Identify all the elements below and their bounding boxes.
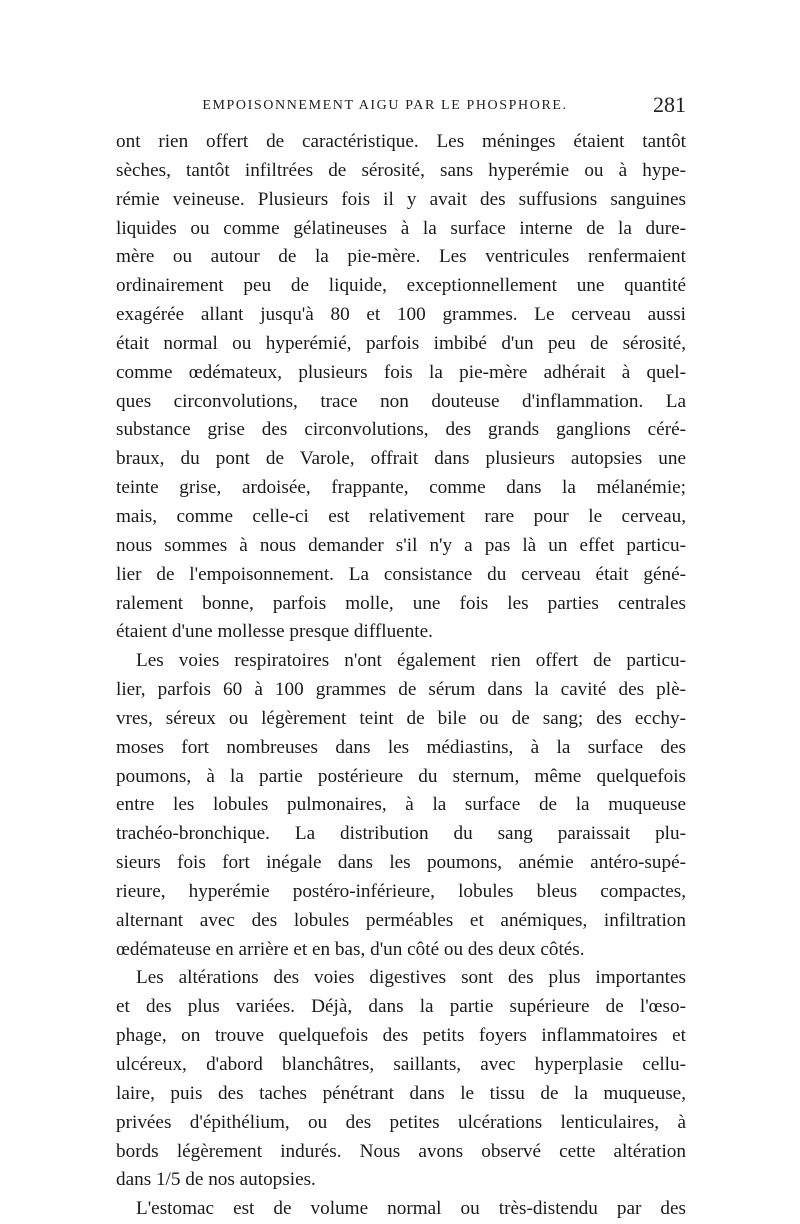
text-line: sèches, tantôt infiltrées de sérosité, sans hyperémie ou à hype- (116, 159, 686, 181)
text-line: Les altérations des voies digestives sont des plus importantes (136, 967, 686, 989)
text-line: dans 1/5 de nos autopsies. (116, 1169, 316, 1191)
text-line: liquides ou comme gélatineuses à la surface interne de la dure- (116, 217, 686, 239)
text-line: phage, on trouve quelquefois des petits foyers inflammatoires et (116, 1025, 686, 1047)
running-title: EMPOISONNEMENT AIGU PAR LE PHOSPHORE. (202, 98, 568, 113)
text-line: poumons, à la partie postérieure du sternum, même quelquefois (116, 765, 686, 787)
text-line: mère ou autour de la pie-mère. Les ventricules renfermaient (116, 246, 686, 268)
text-line: L'estomac est de volume normal ou très-distendu par des (136, 1198, 686, 1220)
text-line: privées d'épithélium, ou des petites ulcérations lenticulaires, à (116, 1111, 686, 1133)
text-line: Les voies respiratoires n'ont également rien offert de particu- (136, 650, 686, 672)
text-line: ordinairement peu de liquide, exceptionnellement une quantité (116, 275, 686, 297)
text-line: trachéo-bronchique. La distribution du sang paraissait plu- (116, 823, 686, 845)
text-line: bords légèrement indurés. Nous avons observé cette altération (116, 1140, 686, 1162)
text-line: ulcéreux, d'abord blanchâtres, saillants, avec hyperplasie cellu- (116, 1054, 686, 1075)
text-line: vres, séreux ou légèrement teint de bile ou de sang; des ecchy- (116, 707, 686, 729)
body-text (116, 128, 686, 1224)
text-line: étaient d'une mollesse presque diffluente. (116, 621, 433, 643)
text-line: alternant avec des lobules perméables et anémiques, infiltration (116, 909, 686, 931)
text-line: substance grise des circonvolutions, des grands ganglions céré- (116, 419, 686, 441)
text-line: ont rien offert de caractéristique. Les méninges étaient tantôt (116, 131, 686, 152)
page-number: 281 (653, 92, 686, 117)
text-line: lier de l'empoisonnement. La consistance du cerveau était géné- (116, 563, 686, 585)
text-line: et des plus variées. Déjà, dans la partie supérieure de l'œso- (116, 996, 686, 1018)
text-line: lier, parfois 60 à 100 grammes de sérum dans la cavité des plè- (116, 679, 686, 701)
text-line: ralement bonne, parfois molle, une fois les parties centrales (116, 592, 686, 614)
text-line: laire, puis des taches pénétrant dans le tissu de la muqueuse, (116, 1082, 686, 1104)
text-line: braux, du pont de Varole, offrait dans plusieurs autopsies une (116, 448, 686, 470)
text-line: entre les lobules pulmonaires, à la surface de la muqueuse (116, 794, 686, 816)
text-line: œdémateuse en arrière et en bas, d'un côté ou des deux côtés. (116, 938, 585, 960)
text-line: teinte grise, ardoisée, frappante, comme dans la mélanémie; (116, 477, 686, 499)
text-line: comme œdémateux, plusieurs fois la pie-mère adhérait à quel- (116, 361, 686, 383)
text-line: exagérée allant jusqu'à 80 et 100 grammes. Le cerveau aussi (116, 304, 686, 326)
text-line: rémie veineuse. Plusieurs fois il y avait des suffusions sanguines (116, 188, 686, 210)
text-line: nous sommes à nous demander s'il n'y a pas là un effet particu- (116, 534, 686, 556)
text-line: moses fort nombreuses dans les médiastins, à la surface des (116, 736, 686, 758)
text-line: mais, comme celle-ci est relativement rare pour le cerveau, (116, 505, 686, 527)
running-head (116, 92, 686, 120)
text-line: sieurs fois fort inégale dans les poumons, anémie antéro-supé- (116, 852, 686, 874)
text-line: était normal ou hyperémié, parfois imbibé d'un peu de sérosité, (116, 332, 686, 354)
text-line: ques circonvolutions, trace non douteuse d'inflammation. La (116, 390, 686, 412)
text-line: rieure, hyperémie postéro-inférieure, lobules bleus compactes, (116, 880, 686, 902)
